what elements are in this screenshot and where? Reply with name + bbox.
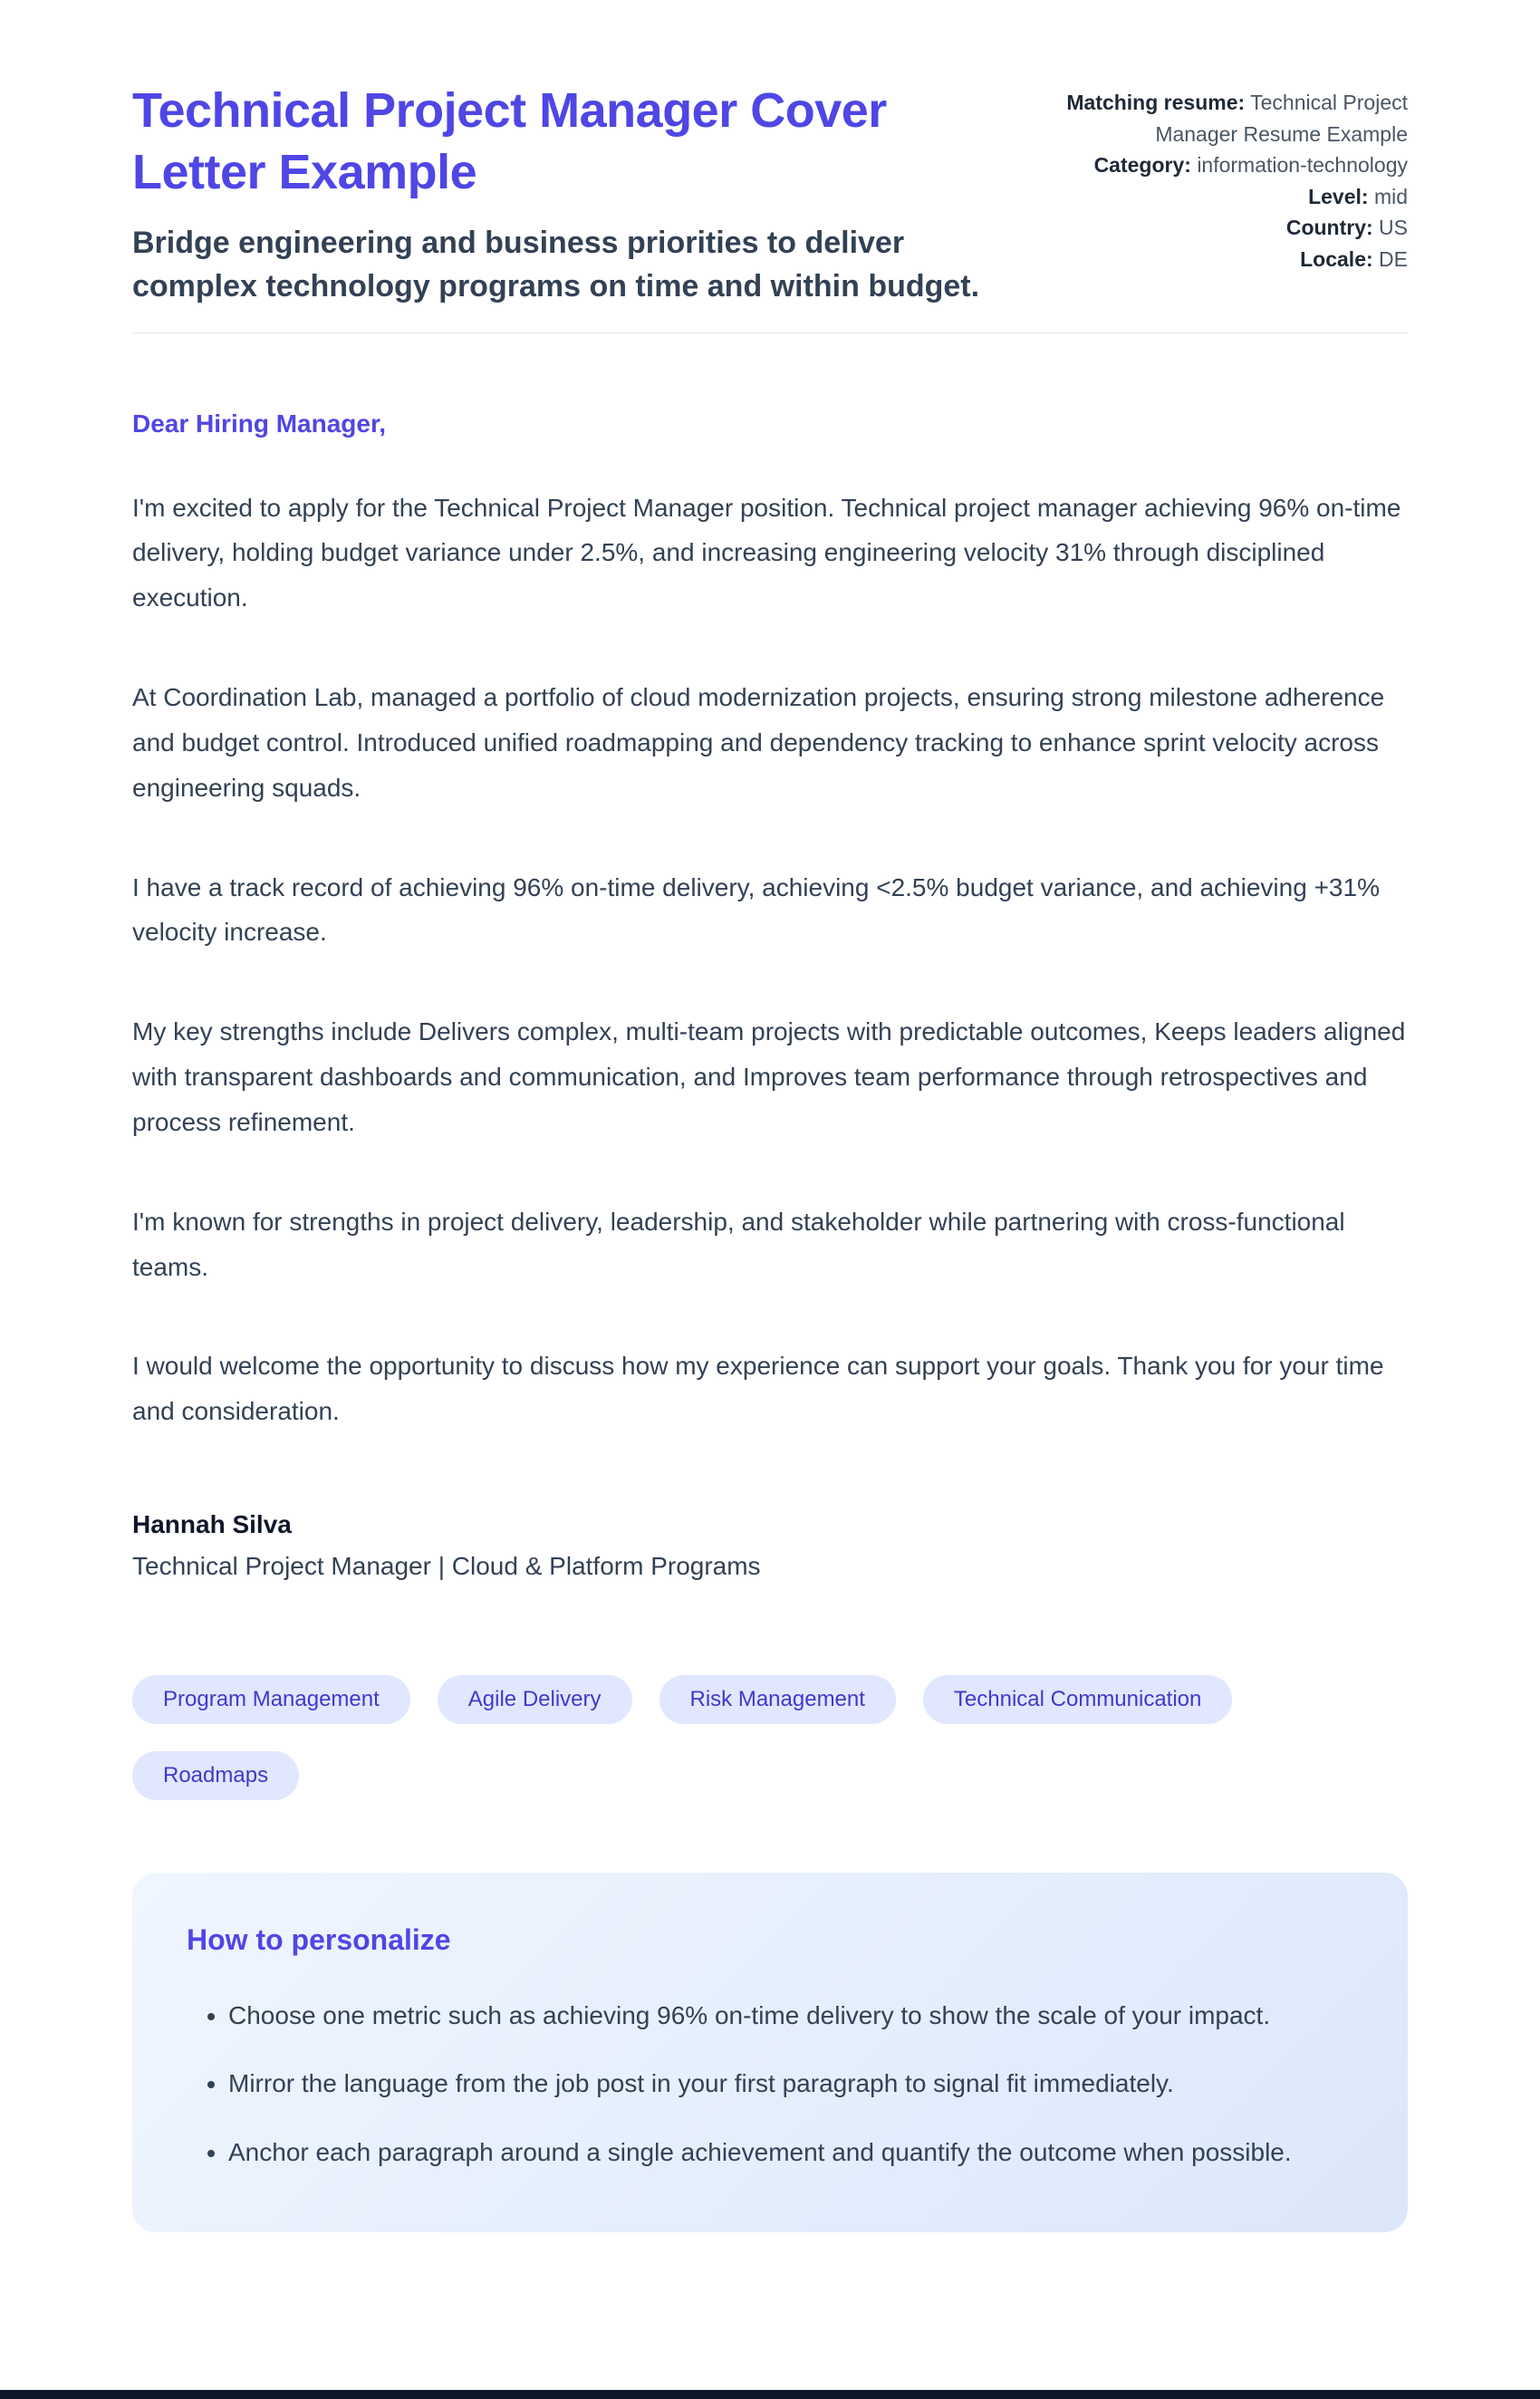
signature-title: Technical Project Manager | Cloud & Platform Programs: [132, 1552, 761, 1581]
letter-paragraph: I would welcome the opportunity to discuss how my experience can support your goals. Thank you for your time and consideration.: [132, 1352, 1384, 1426]
signature-block: [132, 1510, 1408, 1581]
meta-label: Level:: [1308, 184, 1369, 208]
meta-value: information-technology: [1197, 153, 1408, 177]
page-subtitle: Bridge engineering and business priorities to deliver complex technology programs on time and within budget.: [132, 226, 980, 304]
meta-value: mid: [1373, 184, 1408, 208]
letter-salutation: Dear Hiring Manager,: [132, 409, 387, 438]
skill-pill: Agile Delivery: [438, 1675, 632, 1724]
meta-value: US: [1379, 216, 1408, 239]
header: [132, 80, 1408, 309]
meta-label: Category:: [1093, 153, 1191, 177]
skill-pill: Program Management: [132, 1675, 410, 1724]
content-container: [132, 0, 1408, 2232]
letter-paragraph: I'm known for strengths in project delivery, leadership, and stakeholder while partnering with cross-functional teams.: [132, 1207, 1345, 1281]
skill-pill: Risk Management: [659, 1675, 896, 1724]
letter-paragraphs: [132, 486, 1408, 1434]
skill-pill: Technical Communication: [923, 1675, 1232, 1724]
meta-label: Country:: [1285, 216, 1373, 239]
letter-paragraph: My key strengths include Delivers complex, multi-team projects with predictable outcomes, Keeps leaders aligned with transparent dashboards and communication, and Improves team performance through retrospectives and process refinement.: [132, 1017, 1406, 1136]
meta-row: [1045, 149, 1408, 181]
header-left: [132, 80, 1002, 309]
personalize-tip-item: • Anchor each paragraph around a single achievement and quantify the outcome when possible.: [228, 2132, 1353, 2173]
signature-name: Hannah Silva: [132, 1510, 292, 1539]
meta-value: Technical Project Manager Resume Example: [1155, 91, 1408, 146]
personalize-tip-item: • Choose one metric such as achieving 96% on-time delivery to show the scale of your impact.: [228, 1995, 1353, 2036]
letter-paragraph: At Coordination Lab, managed a portfolio of cloud modernization projects, ensuring strong milestone adherence and budget control. Introduced unified roadmapping and dependency tracking to enhance sprint velocity across engineering squads.: [132, 683, 1385, 802]
meta-row: [1045, 244, 1408, 275]
personalize-card: [132, 1873, 1408, 2232]
meta-label: Matching resume:: [1066, 91, 1246, 114]
footer-bar: [0, 2390, 1540, 2399]
meta-label: Locale:: [1300, 246, 1373, 271]
letter-paragraph: I'm excited to apply for the Technical Project Manager position. Technical project manager achieving 96% on-time delivery, holding budget variance under 2.5%, and increasing engineering velocity 31% through disciplined execution.: [132, 493, 1401, 612]
meta-row: [1045, 212, 1408, 244]
personalize-tip-item: • Mirror the language from the job post in your first paragraph to signal fit immediately.: [228, 2063, 1353, 2104]
meta-row: [1045, 181, 1408, 213]
page-title: Technical Project Manager Cover Letter Example: [132, 83, 887, 200]
meta-value: DE: [1379, 246, 1408, 271]
skill-pill: Roadmaps: [132, 1751, 299, 1800]
header-divider: [132, 332, 1408, 333]
meta-row: [1045, 87, 1408, 149]
skills-row: [132, 1675, 1408, 1800]
personalize-tips: [187, 1995, 1353, 2173]
letter-paragraph: I have a track record of achieving 96% on-time delivery, achieving <2.5% budget variance, and achieving +31% velocity increase.: [132, 872, 1380, 947]
meta-block: [1045, 80, 1408, 275]
personalize-title: How to personalize: [187, 1923, 451, 1957]
